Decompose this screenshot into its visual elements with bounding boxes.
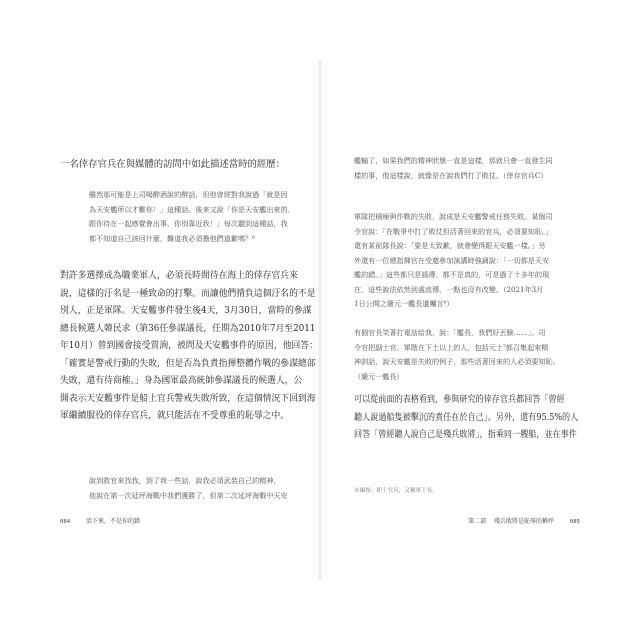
text-line: 可以從前面的表格看到，參與研究的倖存官兵都回答「曾經 [354, 394, 565, 405]
text-line: 雖然那可能是上司喝醉酒說的醉話，但他曾經對我說過「就是因 [89, 190, 288, 199]
book-spread [60, 60, 580, 580]
text-line: 外還有一位總指揮官在受邀參加演講時強調說：「一切都是天安 [354, 255, 550, 265]
text-line: 還有某前隊長說：「要是太致歉，就會變得跟天安艦一樣。」另 [354, 241, 546, 250]
text-line: 年10月）曾到國會接受質詢，被問及天安艦事件的原因，他回答： [60, 340, 318, 351]
quote-block [89, 188, 295, 246]
page-number: 084 [60, 519, 71, 525]
left-footer [60, 516, 140, 525]
text-line: 回答「曾經聽人說自己是殘兵敗將」，指乘同一艘船，並在事件 [354, 429, 577, 440]
quote-block-3 [354, 326, 560, 384]
editor-note: ※編按：即士官長，又稱軍士長。 [354, 488, 438, 494]
right-footer [468, 516, 580, 525]
running-title: 殘兵敗將是恥辱的稱呼 [494, 518, 555, 525]
text-line: 有個官長笑著打電話給我，說：「艦長，我們好丟臉……」。司 [354, 328, 546, 337]
text-line: 「確實是警戒行動的失敗，但是否為負責指揮整體作戰的參謀總部 [60, 357, 316, 369]
text-line: 對許多選擇成為職業軍人，必須長時間待在海上的倖存官兵來 [60, 270, 298, 281]
text-line: 說，這樣的汙名是一種致命的打擊。而讓他們揹負這個汙名的不是 [60, 287, 316, 299]
body-paragraph [354, 391, 578, 444]
body-paragraph [60, 267, 318, 425]
right-page [320, 60, 580, 580]
text-line: 為天安艦所以才難你！」這種話。後來又說「你是天安艦出來的， [89, 204, 295, 214]
text-line: 軍隊把積極與作戰的失敗，說成是天安艦警戒任務失敗。某個司 [354, 212, 553, 221]
text-line: 樣的事，他這樣說，就像是在說我們打了敗仗。（倖存官兵C） [354, 170, 548, 180]
text-line: 總長候選人韓民求（第36任參謀議長，任期為2010年7月至2011 [60, 322, 316, 334]
part-label: 第二部 [468, 518, 487, 525]
text-line: 開表示天安艦事件是船上官兵警戒失敗所致，在這個情況下回到海 [60, 392, 316, 404]
bottom-quote-block [89, 474, 288, 503]
text-line: 說到救官來找我，到了我一些話，說我必須武裝自己的精神， [89, 476, 281, 485]
running-title: 活下來，不是你的錯 [85, 518, 140, 525]
text-line: 一名倖存官兵在與媒體的訪問中如此描述當時的經歷： [60, 159, 286, 170]
intro-paragraph [60, 156, 285, 174]
text-line: 令官把副士官、軍階在下士以上的人，包括元士⁷都召集起來精 [354, 342, 549, 352]
quote-block-2 [354, 210, 553, 312]
text-line: 1日公開之嚴元一艦長遺囑言⁶） [354, 299, 454, 308]
text-line: 聽人說過船隻被擊沉的責任在於自己」。另外，還有95.5%的人 [354, 411, 579, 423]
text-line: 跟你待在一起感覺會出事，你別靠近我！」每次聽到這種話，我 [89, 219, 288, 228]
text-line: 神訓話，說天安艦是失敗的例子，那些活著回來的人必須要知恥。 [354, 357, 560, 366]
text-line: 都不知道自己該回什麼，難道我必須擔他們道歉嗎？⁶ [89, 233, 255, 243]
text-line: 他說在第一次延坪海戰中我們獲勝了，但第二次延坪海戰中天安 [89, 490, 288, 500]
text-line: 在，這些說法依然到處流傳，一點也沒有改變。（2021年3月 [354, 284, 544, 294]
text-line: 失敗，還有待商榷。」身為國軍最高統帥參謀議長的候選人，公 [60, 375, 303, 386]
text-line: 別人，正是軍隊。天安艦事件發生後4天，3月30日，當時的參謀 [60, 305, 312, 316]
quote-continuation [354, 154, 553, 183]
text-line: 軍繼續服役的倖存官兵，就只能活在不受尊重的恥辱之中。 [60, 410, 290, 421]
text-line: 令官說：「在戰爭中打了敗仗但活著回來的官兵，必須要知恥。」 [354, 226, 553, 236]
page-number: 085 [569, 519, 580, 525]
text-line: 艦的錯。」這些都只是謠傳，都不是真的，可是過了十多年的現 [354, 270, 550, 279]
left-page [60, 60, 320, 580]
text-line: （嚴元一艦長） [354, 371, 404, 381]
text-line: 艦輸了，如果我們的精神狀態一直是這樣，那就只會一直發生同 [354, 156, 553, 165]
